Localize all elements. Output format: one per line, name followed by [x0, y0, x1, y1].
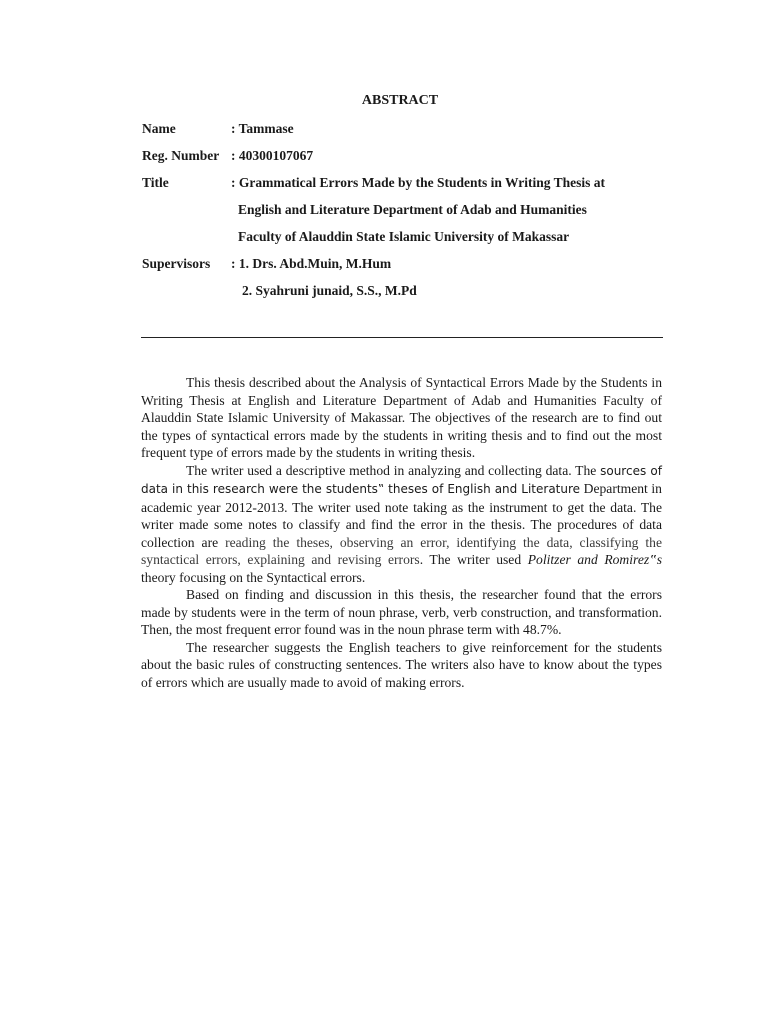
paragraph-2 — [141, 462, 662, 587]
title-label: Title — [142, 175, 169, 190]
paragraph-2-part-g: theory focusing on the Syntactical errors. — [141, 569, 366, 585]
supervisor-2: 2. Syahruni junaid, S.S., M.Pd — [242, 283, 417, 298]
paragraph-4: The researcher suggests the English teachers to give reinforcement for the students about the basic rules of constructing sentences. The writers also have to know about the types of errors which are usually made to avoid of making errors. — [141, 639, 662, 690]
abstract-body — [141, 374, 662, 691]
reg-number-value: : 40300107067 — [231, 148, 314, 163]
paragraph-2-theory-name: Politzer and Romirez‟s — [527, 552, 662, 567]
supervisor-1: : 1. Drs. Abd.Muin, M.Hum — [231, 256, 392, 271]
abstract-heading: ABSTRACT — [361, 93, 439, 108]
paragraph-1: This thesis described about the Analysis of Syntactical Errors Made by the Students in Writing Thesis at English and Literature Department of Adab and Humanities Faculty of Alauddin State Islamic University of Makassar. The objectives of the research are to find out the types of syntactical errors made by the students in writing thesis and to find out the most frequent type of errors made by the students in writing thesis. — [141, 375, 662, 460]
title-line-1: : Grammatical Errors Made by the Students in Writing Thesis at — [231, 175, 606, 190]
separator-line — [141, 337, 663, 338]
name-value: : Tammase — [231, 121, 294, 136]
name-label: Name — [142, 121, 176, 136]
paragraph-2-part-c: Department in academic year 2012-2013. The writer used note taking as the instrument to get the data. The writer made some notes to classify and find the error in the thesis. The procedures of data collection are — [141, 481, 662, 550]
title-line-3: Faculty of Alauddin State Islamic University of Makassar — [238, 229, 570, 244]
supervisors-label: Supervisors — [142, 256, 211, 271]
title-line-2: English and Literature Department of Adab and Humanities — [238, 202, 587, 217]
reg-number-label: Reg. Number — [142, 148, 220, 163]
paragraph-3: Based on finding and discussion in this thesis, the researcher found that the errors made by students were in the term of noun phrase, verb, verb construction, and transformation. Then, the most frequent error found was in the noun phrase term with 48.7%. — [141, 587, 662, 637]
paragraph-2-part-b: sources of data in this research were the students‟ theses of English and Literature — [141, 463, 662, 496]
paragraph-2-part-e: . The writer used — [419, 552, 528, 567]
paragraph-2-procedures: reading the theses, observing an error, identifying the data, classifying the syntactical errors, explaining and revising errors — [141, 534, 662, 567]
paragraph-2-part-a: The writer used a descriptive method in analyzing and collecting data. The — [186, 462, 601, 478]
